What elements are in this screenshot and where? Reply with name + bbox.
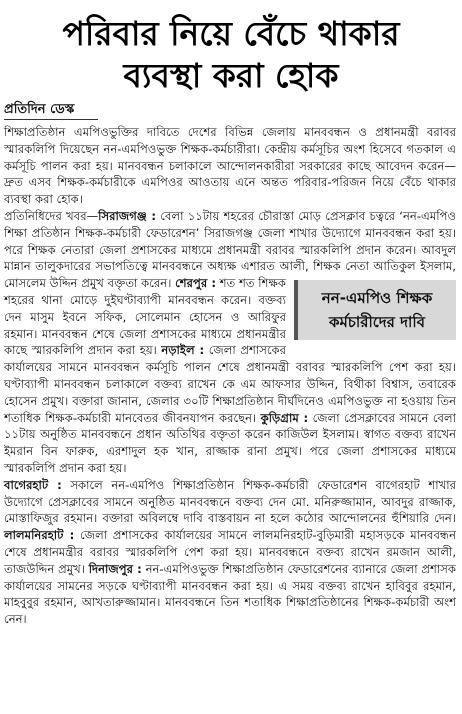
article-paragraph-more [4,477,456,628]
byline-underline [4,119,98,120]
location-dinajpur: দিনাজপুর : [88,561,142,576]
bagerhat-text: সকালে নন-এমপিও শিক্ষাপ্রতিষ্ঠান শিক্ষক-কর্মচারী ফেডারেশন বাগেরহাট শাখার উদ্যোগে প্রেসক্লাবের সামনে অনুষ্ঠিত মানববন্ধনে বক্তব্য দেন মো. মনিরুজ্জামান, আবদুর রাজ্জাক, মোস্তাফিজুর রহমান। বক্তারা অবিলম্বে দাবি বাস্তবায়ন না হলে কঠোর আন্দোলনের হুঁশিয়ারি দেন। [4,477,456,526]
location-sherpur: শেরপুর : [175,276,216,291]
location-lalmonirhat: লালমনিরহাট : [4,528,75,543]
pull-quote-line-2: কর্মচারীদের দাবি [328,313,426,332]
reports-lead: প্রতিনিধিদের খবর— [4,208,99,223]
kurigram-text: জেলা প্রেসক্লাবের সামনে বেলা ১১টায় অনুষ্ঠিত মানববন্ধনে প্রধান অতিথির বক্তৃতা করেন কাজিউল ইসলাম। স্বাগত বক্তব্য রাখেন ইমরান বিন ফারুক, এরশাদুল হক খান, রাজ্জাক রানা প্রমুখ। পরে জেলা প্রশাসকের মাধ্যমে স্মারকলিপি প্রদান করা হয়। [4,410,456,475]
location-bagerhat: বাগেরহাট : [4,477,62,492]
pull-quote-line-1: নন-এমপিও শিক্ষক [321,289,433,308]
headline-line-1: পরিবার নিয়ে বেঁচে থাকার [62,14,400,53]
dinajpur-text: নন-এমপিওভুক্ত শিক্ষাপ্রতিষ্ঠান ফেডারেশনের ব্যানারে জেলা প্রশাসক কার্যালয়ের সামনের সড়কে ঘণ্টাব্যাপী মানববন্ধন করা হয়। এ সময় বক্তব্য রাখেন হাবিবুর রহমান, মাহবুবুর রহমান, আখতারুজ্জামান। মানববন্ধনে তিন শতাধিক শিক্ষাপ্রতিষ্ঠানের শিক্ষক-কর্মচারী অংশ নেন। [4,561,456,627]
byline: প্রতিদিন ডেস্ক [4,102,75,117]
location-sirajganj: সিরাজগঞ্জ : [98,208,157,223]
lalmonirhat-text: জেলা প্রশাসকের কার্যালয়ের সামনে লালমনিরহাট-বুড়িমারী মহাসড়কে মানববন্ধন শেষে প্রধানমন্ত্রীর বরাবর স্মারকলিপি পেশ করা হয়। মানববন্ধনে বক্তব্য রাখেন রমজান আলী, তাজউদ্দিন প্রমুখ। [4,528,456,576]
location-narail: নড়াইল : [161,343,205,358]
location-kurigram: কুড়িগ্রাম : [260,410,309,425]
article-paragraph-intro [4,124,456,208]
article-paragraph-reports [4,208,456,477]
sherpur-text: শত শত শিক্ষক শহরের থানা মোড়ে দুইঘণ্টাব্যাপী মানববন্ধন করেন। বক্তব্য দেন মাসুম ইবনে সফিক, সোলেমান হোসেন ও আরিফুর রহমান। মানববন্ধন শেষে জেলা প্রশাসকের মাধ্যমে প্রধানমন্ত্রীর কাছে স্মারকলিপি প্রদান করা হয়। [4,276,286,358]
pull-quote [294,280,456,340]
narail-text: জেলা প্রশাসকের কার্যালয়ের সামনে মানববন্ধন কর্মসূচি পালন শেষে প্রধানমন্ত্রী বরাবর স্মারকলিপি পেশ করা হয়। ঘণ্টাব্যাপী মানববন্ধন চলাকালে বক্তব্য রাখেন কে এম আফসার উদ্দিন, বিথীকা বিশ্বাস, তবারেক হোসেন প্রমুখ। বক্তারা জানান, জেলার ৩০টি শিক্ষাপ্রতিষ্ঠান দীর্ঘদিনেও এমপিওভুক্ত না হওয়ায় তিন শতাধিক শিক্ষক-কর্মচারী মানবেতর জীবনযাপন করছেন। [4,343,456,425]
article-body [4,124,456,628]
sirajganj-text: বেলা ১১টায় শহরের চৌরাস্তা মোড় প্রেসক্লাব চত্বরে ‘নন-এমপিও শিক্ষা প্রতিষ্ঠান শিক্ষক-কর্মচারী ফেডারেশন’ সিরাজগঞ্জ জেলা শাখার উদ্যোগে মানববন্ধন করা হয়। পরে শিক্ষক নেতারা জেলা প্রশাসকের মাধ্যমে প্রধানমন্ত্রী বরাবর স্মারকলিপি প্রদান করেন। আবদুল মান্নান তালুকদারের সভাপতিত্বে মানববন্ধনে অধ্যক্ষ এশারত আলী, শিক্ষক নেতা আতিকুল ইসলাম, মোসলেম উদ্দিন প্রমুখ বক্তৃতা করেন। [4,208,456,291]
intro-text: শিক্ষাপ্রতিষ্ঠান এমপিওভুক্তির দাবিতে দেশের বিভিন্ন জেলায় মানববন্ধন ও প্রধানমন্ত্রী বরাবর স্মারকলিপি দিয়েছেন নন-এমপিওভুক্ত শিক্ষক-কর্মচারীরা। কেন্দ্রীয় কর্মসূচির অংশ হিসেবে গতকাল এ কর্মসূচি পালন করা হয়। মানববন্ধন চলাকালে আন্দোলনকারীরা সরকারের কাছে আবেদন করেন—দ্রুত এসব শিক্ষক-কর্মচারীকে এমপিওর আওতায় এনে অন্তত পরিবার-পরিজন নিয়ে বেঁচে থাকার ব্যবস্থা করা হোক। [4,125,456,207]
headline-line-2: ব্যবস্থা করা হোক [123,56,339,95]
